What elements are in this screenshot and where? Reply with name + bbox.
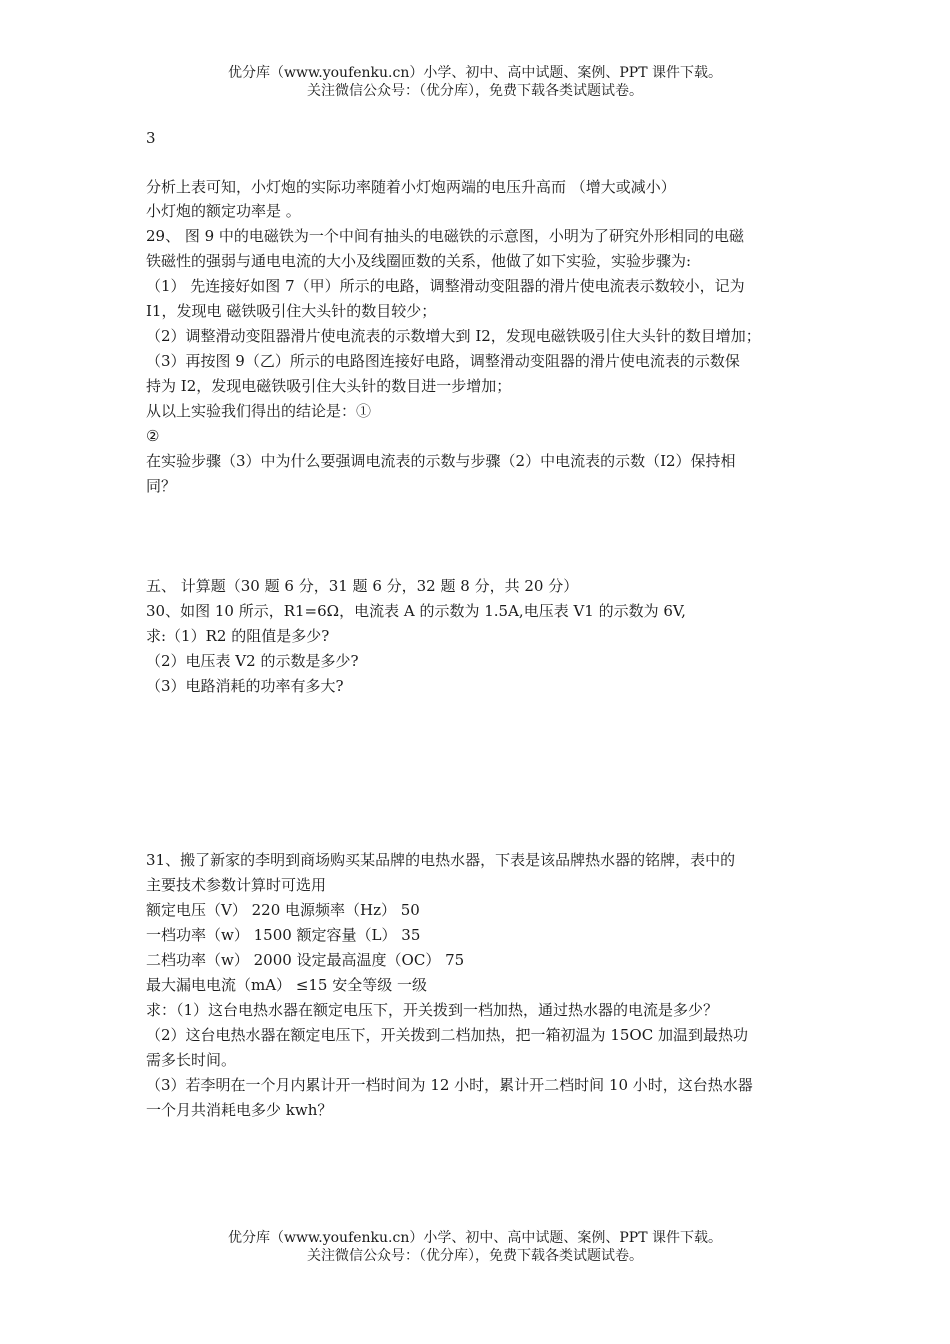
- rated-power-text: 小灯炮的额定功率是 。: [146, 202, 301, 220]
- header-line-2: 关注微信公众号：（优分库），免费下载各类试题试卷。: [307, 83, 643, 99]
- q29-step-1-line-2: I1，发现电 磁铁吸引住大头针的数目较少；: [146, 302, 437, 320]
- q30-part-2: （2）电压表 V2 的示数是多少?: [146, 652, 359, 670]
- q31-spec-row-4: 最大漏电电流（mA） ≤15 安全等级 一级: [146, 976, 428, 994]
- q29-stem-line-1: 29、 图 9 中的电磁铁为一个中间有抽头的电磁铁的示意图，小明为了研究外形相同的电磁: [146, 227, 744, 245]
- q30-stem: 30、如图 10 所示，R1=6Ω，电流表 A 的示数为 1.5A,电压表 V1 的示数为 6V,: [146, 602, 686, 620]
- q30-part-3: （3）电路消耗的功率有多大?: [146, 677, 344, 695]
- footer-line-1: 优分库（www.youfenku.cn）小学、初中、高中试题、案例、PPT 课件下载。: [227, 1230, 722, 1246]
- q31-part-2-line-2: 需多长时间。: [146, 1051, 237, 1069]
- q31-part-2-line-1: （2）这台电热水器在额定电压下，开关拨到二档加热，把一箱初温为 15OC 加温到最热功: [146, 1026, 748, 1044]
- q29-stem-line-2: 铁磁性的强弱与通电电流的大小及线圈匝数的关系，他做了如下实验，实验步骤为:: [146, 252, 692, 270]
- q31-stem-line-2: 主要技术参数计算时可选用: [146, 876, 327, 894]
- header-line-1: 优分库（www.youfenku.cn）小学、初中、高中试题、案例、PPT 课件下载。: [227, 65, 722, 81]
- q29-step-2: （2）调整滑动变阻器滑片使电流表的示数增大到 I2，发现电磁铁吸引住大头针的数目增加；: [146, 327, 761, 345]
- q30-part-1: 求:（1）R2 的阻值是多少?: [146, 627, 330, 645]
- q29-conclusion-1: 从以上实验我们得出的结论是：①: [146, 402, 372, 420]
- page-header: [0, 64, 950, 100]
- q31-spec-row-3: 二档功率（w） 2000 设定最高温度（OC） 75: [146, 951, 465, 969]
- q31-stem-line-1: 31、搬了新家的李明到商场购买某品牌的电热水器，下表是该品牌热水器的铭牌，表中的: [146, 851, 736, 869]
- q31-part-1: 求：（1）这台电热水器在额定电压下，开关拨到一档加热，通过热水器的电流是多少？: [146, 1001, 719, 1019]
- q29-question-line-1: 在实验步骤（3）中为什么要强调电流表的示数与步骤（2）中电流表的示数（I2）保持相: [146, 452, 736, 470]
- table-end-value: 3: [146, 129, 156, 147]
- q31-spec-row-1: 额定电压（V） 220 电源频率（Hz） 50: [146, 901, 420, 919]
- analysis-text: 分析上表可知，小灯炮的实际功率随着小灯炮两端的电压升高而 （增大或减小）: [146, 178, 676, 196]
- page-footer: [0, 1229, 950, 1265]
- q29-question-line-2: 同？: [146, 477, 177, 495]
- q29-step-3-line-1: （3）再按图 9（乙）所示的电路图连接好电路，调整滑动变阻器的滑片使电流表的示数保: [146, 352, 740, 370]
- footer-line-2: 关注微信公众号：（优分库），免费下载各类试题试卷。: [307, 1248, 643, 1264]
- q29-conclusion-2: ②: [146, 427, 160, 445]
- q31-part-3-line-2: 一个月共消耗电多少 kwh？: [146, 1101, 333, 1119]
- q31-spec-row-2: 一档功率（w） 1500 额定容量（L） 35: [146, 926, 421, 944]
- section-5-heading: 五、 计算题（30 题 6 分，31 题 6 分，32 题 8 分，共 20 分）: [146, 577, 579, 595]
- q29-step-3-line-2: 持为 I2，发现电磁铁吸引住大头针的数目进一步增加；: [146, 377, 512, 395]
- q31-part-3-line-1: （3）若李明在一个月内累计开一档时间为 12 小时，累计开二档时间 10 小时，这台热水器: [146, 1076, 753, 1094]
- q29-step-1-line-1: （1） 先连接好如图 7（甲）所示的电路，调整滑动变阻器的滑片使电流表示数较小，记为: [146, 277, 745, 295]
